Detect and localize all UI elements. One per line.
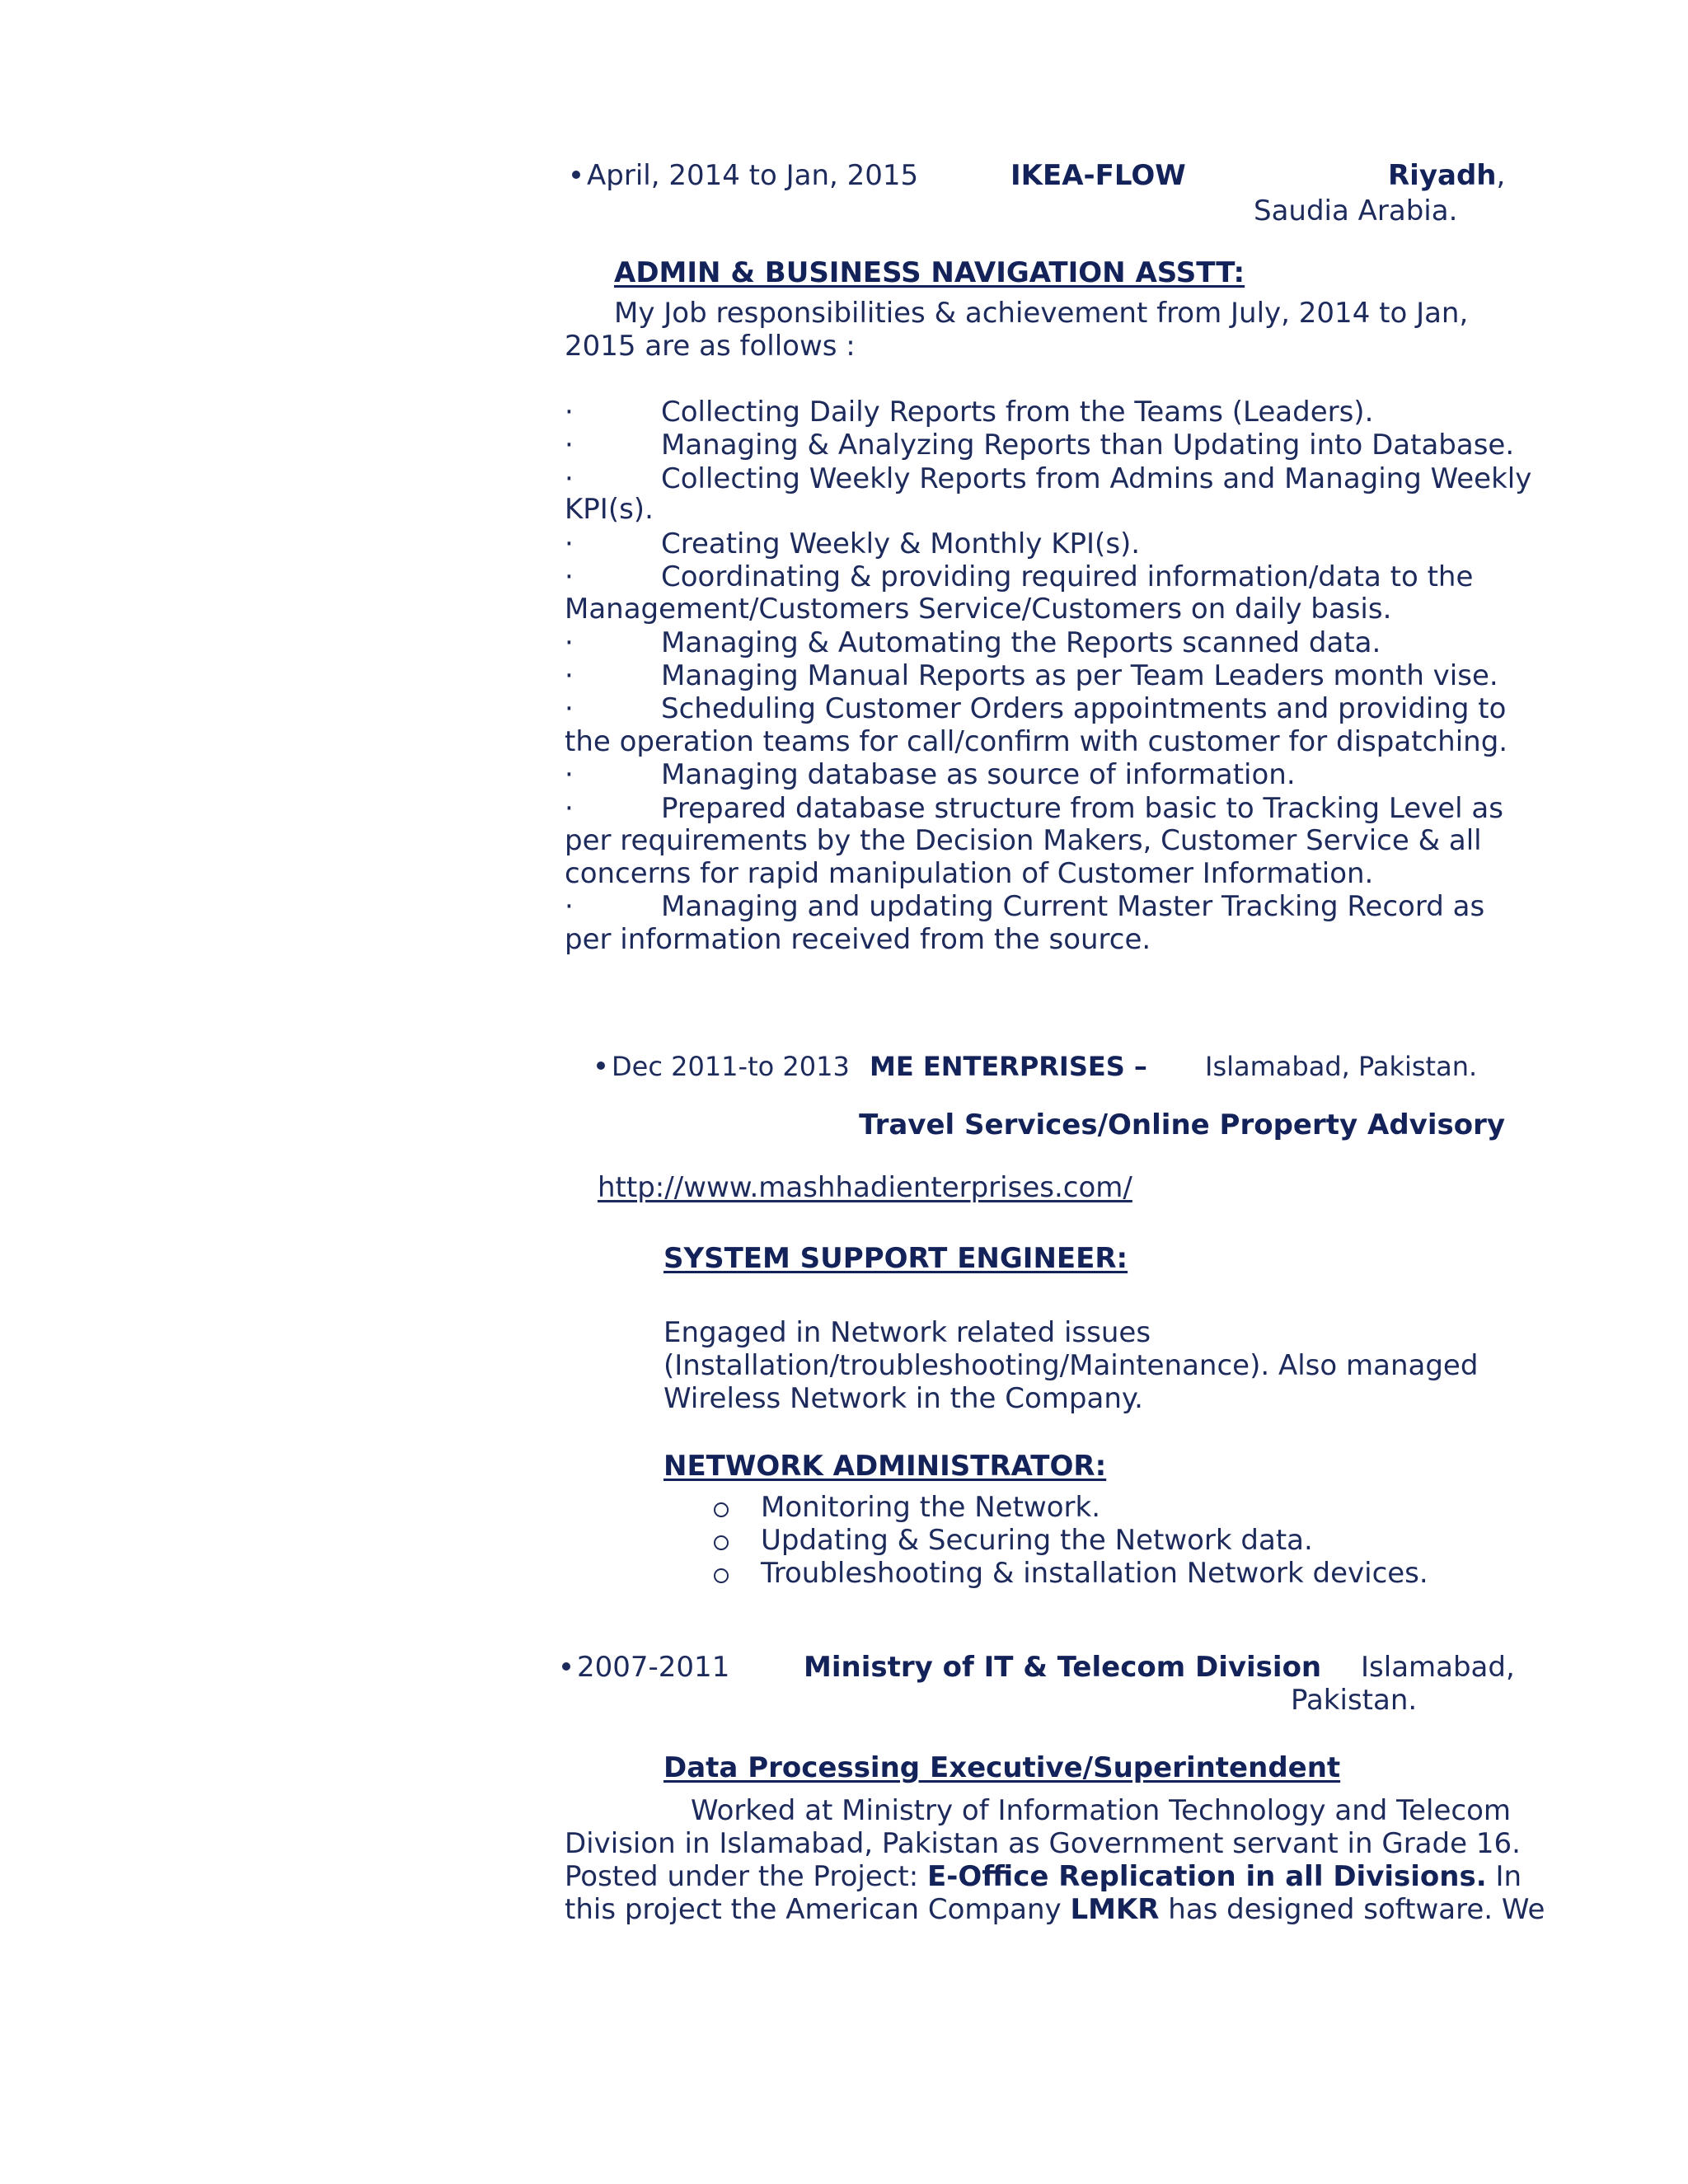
job2-company: ME ENTERPRISES – [870,1051,1147,1082]
job2-location: Islamabad, Pakistan. [1205,1051,1478,1082]
list-bullet: · [565,560,574,593]
job2-role1-desc-line: Engaged in Network related issues [663,1316,1151,1349]
company-website-link[interactable]: http://www.mashhadienterprises.com/ [598,1171,1132,1204]
job3-paragraph-line [565,1860,1522,1893]
list-item: Managing Manual Reports as per Team Leaders month vise. [661,659,1498,692]
list-bullet: · [565,792,574,825]
list-item: Collecting Daily Reports from the Teams (Leaders). [661,396,1374,429]
job2-role2-title: NETWORK ADMINISTRATOR: [663,1450,1107,1483]
list-item: Coordinating & providing required information/data to the [661,560,1474,593]
job2-services: Travel Services/Online Property Advisory [859,1108,1505,1141]
job3-company-tail: has designed software. We [1168,1893,1545,1926]
list-item: Updating & Securing the Network data. [761,1524,1313,1557]
job3-paragraph-line [565,1893,1545,1926]
list-bullet: · [565,890,574,923]
job3-posted-tail: In [1495,1860,1522,1893]
job1-intro-line-2: 2015 are as follows : [565,330,856,363]
list-bullet: · [565,626,574,659]
list-bullet: · [565,692,574,725]
list-bullet: · [565,758,574,791]
job3-period: 2007-2011 [562,1651,729,1684]
job1-period: April, 2014 to Jan, 2015 [572,159,918,192]
job3-posted-text: Posted under the Project: [565,1860,919,1893]
list-bullet: · [565,429,574,462]
job1-city: Riyadh [1388,159,1497,192]
job2-role1-title: SYSTEM SUPPORT ENGINEER: [663,1242,1128,1275]
job1-location-city [1388,159,1505,192]
list-item-continued: per information received from the source. [565,923,1151,956]
job3-project-name: E-Office Replication in all Divisions. [927,1860,1487,1893]
job3-vendor-name: LMKR [1070,1893,1160,1926]
list-item: Prepared database structure from basic to Tracking Level as [661,792,1503,825]
list-item: Managing & Analyzing Reports than Updating into Database. [661,429,1515,462]
job1-intro-line-1: My Job responsibilities & achievement from July, 2014 to Jan, [614,297,1469,330]
list-item-continued: KPI(s). [565,493,654,526]
list-bullet: · [565,527,574,560]
job3-country: Pakistan. [1291,1684,1418,1717]
list-item-continued: the operation teams for call/confirm with customer for dispatching. [565,725,1508,758]
job1-country: Saudia Arabia. [1254,194,1458,227]
job3-title: Data Processing Executive/Superintendent [663,1751,1341,1784]
job3-paragraph-line: Division in Islamabad, Pakistan as Government servant in Grade 16. [565,1827,1521,1860]
job3-company-intro: this project the American Company [565,1893,1062,1926]
list-item-continued: Management/Customers Service/Customers on daily basis. [565,593,1392,626]
job2-role1-desc-line: (Installation/troubleshooting/Maintenance). Also managed [663,1349,1479,1382]
circle-bullet-icon [714,1568,729,1583]
job2-role1-desc-line: Wireless Network in the Company. [663,1382,1143,1415]
list-bullet: · [565,396,574,429]
job1-title: ADMIN & BUSINESS NAVIGATION ASSTT: [614,256,1245,289]
list-item-continued: per requirements by the Decision Makers, Customer Service & all [565,824,1482,857]
list-item: Scheduling Customer Orders appointments and providing to [661,692,1507,725]
list-item-continued: concerns for rapid manipulation of Customer Information. [565,857,1374,890]
list-item: Collecting Weekly Reports from Admins and Managing Weekly [661,462,1532,495]
circle-bullet-icon [714,1535,729,1550]
list-item: Managing database as source of information. [661,758,1296,791]
list-bullet: · [565,462,574,495]
job1-company: IKEA-FLOW [1010,159,1186,192]
list-bullet: · [565,659,574,692]
list-item: Managing & Automating the Reports scanned data. [661,626,1381,659]
job3-city: Islamabad, [1361,1651,1515,1684]
list-item: Creating Weekly & Monthly KPI(s). [661,527,1141,560]
list-item: Troubleshooting & installation Network devices. [761,1557,1428,1590]
job1-city-comma: , [1496,159,1506,192]
job3-company: Ministry of IT & Telecom Division [804,1651,1322,1684]
circle-bullet-icon [714,1502,729,1517]
list-item: Managing and updating Current Master Tracking Record as [661,890,1485,923]
list-item: Monitoring the Network. [761,1491,1101,1524]
job2-period: Dec 2011-to 2013 [597,1050,850,1083]
job3-paragraph-line: Worked at Ministry of Information Technology and Telecom [691,1794,1512,1827]
